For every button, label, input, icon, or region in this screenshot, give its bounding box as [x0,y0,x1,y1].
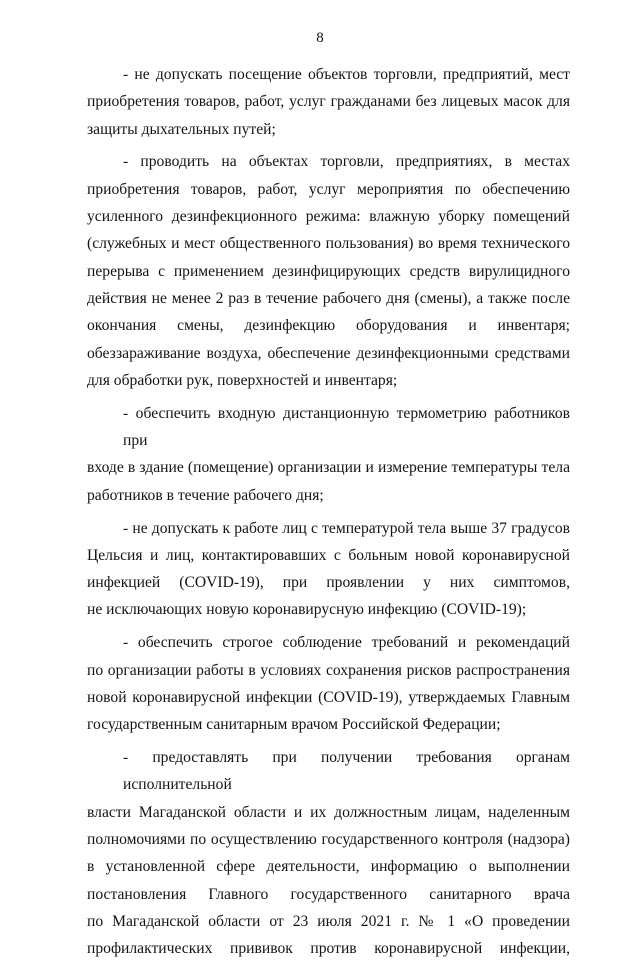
text-line: для обработки рук, поверхностей и инвентаря; [87,371,398,389]
paragraph [87,400,570,509]
text-line: власти Магаданской области и их должностным лицам, наделенным [87,803,570,821]
text-line: перерыва с применением дезинфицирующих средств вирулицидного [87,262,570,280]
paragraph [87,148,570,394]
paragraph [87,744,570,962]
text-line: - обеспечить входную дистанционную термометрию работников при [123,404,570,450]
text-line: - предоставлять при получении требования органам исполнительной [123,749,570,794]
text-line: входе в здание (помещение) организации и измерение температуры тела [87,459,570,477]
paragraph [87,61,570,143]
text-line: - проводить на объектах торговли, предприятиях, в местах [123,153,570,171]
text-line: - не допускать посещение объектов торговли, предприятий, мест [123,66,570,83]
text-line: не исключающих новую коронавирусную инфекцию (COVID-19); [87,601,527,619]
text-line: по Магаданской области от 23 июля 2021 г. № 1 «О проведении [87,912,570,930]
text-line: постановления Главного государственного санитарного врача [87,885,570,903]
paragraph [87,515,570,624]
text-line: новой коронавирусной инфекции (COVID-19), утверждаемых Главным [87,688,570,706]
paragraph [87,629,570,738]
text-line: - не допускать к работе лиц с температурой тела выше 37 градусов [123,519,570,537]
document-body [87,61,570,968]
text-line: в установленной сфере деятельности, информацию о выполнении [87,858,570,876]
text-line: профилактических прививок против коронавирусной инфекции, [87,940,570,958]
text-line: Цельсия и лиц, контактировавших с больным новой коронавирусной [87,546,570,564]
text-line: приобретения товаров, работ, услуг мероприятия по обеспечению [87,180,570,198]
text-line: обеззараживание воздуха, обеспечение дезинфекционными средствами [87,344,570,362]
text-line: приобретения товаров, работ, услуг гражданами без лицевых масок для [87,93,570,111]
text-line: инфекцией (COVID-19), при проявлении у них симптомов, [87,574,570,592]
text-line: по организации работы в условиях сохранения рисков распространения [87,661,570,679]
text-line: усиленного дезинфекционного режима: влажную уборку помещений [87,208,570,226]
text-line: (служебных и мест общественного пользования) во время технического [87,235,570,253]
text-line: действия не менее 2 раз в течение рабочего дня (смены), а также после [87,289,570,307]
page-number: 8 [316,30,324,46]
text-line: работников в течение рабочего дня; [87,486,324,504]
text-line: государственным санитарным врачом Российской Федерации; [87,716,501,734]
text-line: окончания смены, дезинфекцию оборудования и инвентаря; [87,317,570,335]
text-line: - обеспечить строгое соблюдение требований и рекомендаций [123,634,570,652]
text-line: защиты дыхательных путей; [87,120,276,138]
text-line: полномочиями по осуществлению государственного контроля (надзора) [87,830,570,848]
